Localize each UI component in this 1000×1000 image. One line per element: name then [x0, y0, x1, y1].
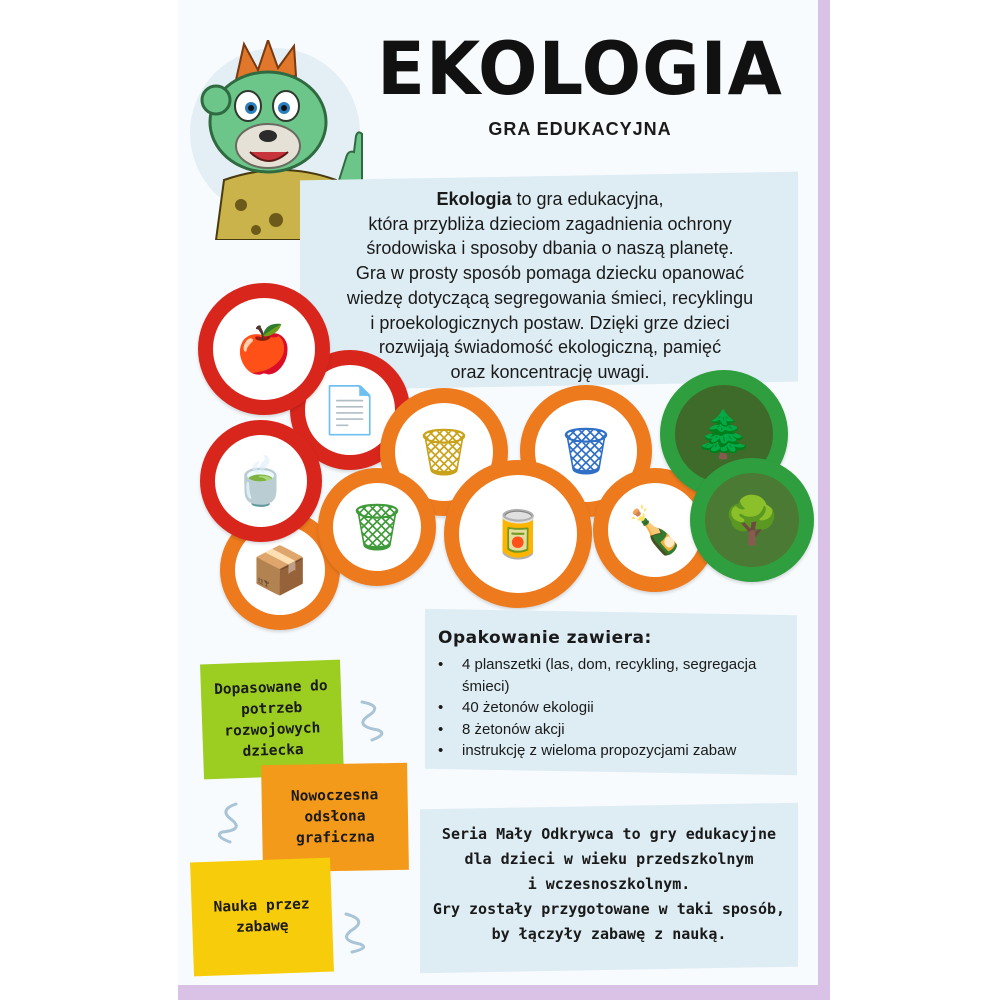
list-item: • 8 żetonów akcji: [438, 719, 788, 741]
intro-line: oraz koncentrację uwagi.: [450, 361, 650, 382]
token-apple-core: [198, 283, 330, 415]
intro-line: wiedzę dotyczącą segregowania śmieci, recyklingu: [346, 287, 754, 308]
list-item: • instrukcję z wieloma propozycjami zabaw: [438, 740, 788, 762]
series-line: i wczesnoszkolnym.: [527, 875, 691, 893]
package-title: Opakowanie zawiera:: [438, 628, 652, 648]
series-line: by łączyły zabawę z nauką.: [491, 925, 727, 943]
series-line: Seria Mały Odkrywca to gry edukacyjne: [441, 825, 777, 843]
feature-tag-learning: Nauka przez zabawę: [190, 858, 334, 977]
intro-line: i proekologicznych postaw. Dzięki grze dzieci: [370, 312, 730, 333]
glass-bottles-icon: 🍾: [626, 503, 684, 557]
list-item: • 4 planszetki (las, dom, recykling, segregacja śmieci): [438, 654, 788, 697]
apple-core-icon: 🍎: [235, 322, 293, 376]
feature-tag-development: Dopasowane do potrzeb rozwojowych dziecka: [200, 660, 344, 780]
token-tin-can: [444, 460, 592, 608]
squiggle-decoration: [358, 698, 388, 742]
yellow-bin-icon: 🗑: [414, 425, 474, 479]
series-line: Gry zostały przygotowane w taki sposób,: [432, 900, 786, 918]
cardboard-box-icon: 📦: [251, 543, 309, 597]
blue-bin-icon: 🗑: [556, 424, 616, 478]
intro-line: środowiska i sposoby dbania o naszą planetę.: [366, 238, 734, 259]
tin-can-icon: 🥫: [489, 507, 547, 561]
forest-path-icon: 🌳: [723, 493, 781, 547]
forest-icon: 🌲: [695, 407, 753, 461]
squiggle-decoration: [214, 800, 244, 844]
page-title: EKOLOGIA: [377, 25, 783, 113]
green-bin-icon: 🗑: [347, 500, 407, 554]
package-list: [438, 654, 788, 762]
squiggle-decoration: [340, 910, 370, 954]
token-forest-walk: [690, 458, 814, 582]
intro-line: rozwijają świadomość ekologiczną, pamięć: [378, 337, 722, 358]
intro-line: Gra w prosty sposób pomaga dziecku opanować: [355, 263, 745, 284]
series-line: dla dzieci w wieku przedszkolnym: [464, 850, 754, 868]
intro-line: która przybliża dzieciom zagadnienia ochrony: [368, 213, 732, 234]
feature-tag-graphics: Nowoczesna odsłona graficzna: [261, 763, 409, 873]
list-item: • 40 żetonów ekologii: [438, 697, 788, 719]
paper-sheets-icon: 📄: [321, 383, 379, 437]
intro-text: [310, 187, 790, 385]
token-green-bin: [318, 468, 436, 586]
intro-lead: Ekologia: [436, 189, 512, 209]
intro-line: to gra edukacyjna,: [511, 189, 664, 209]
tea-bag-icon: 🍵: [232, 454, 290, 508]
token-tea-bag: [200, 420, 322, 542]
series-text: [420, 822, 798, 947]
page-subtitle: GRA EDUKACYJNA: [488, 119, 672, 139]
